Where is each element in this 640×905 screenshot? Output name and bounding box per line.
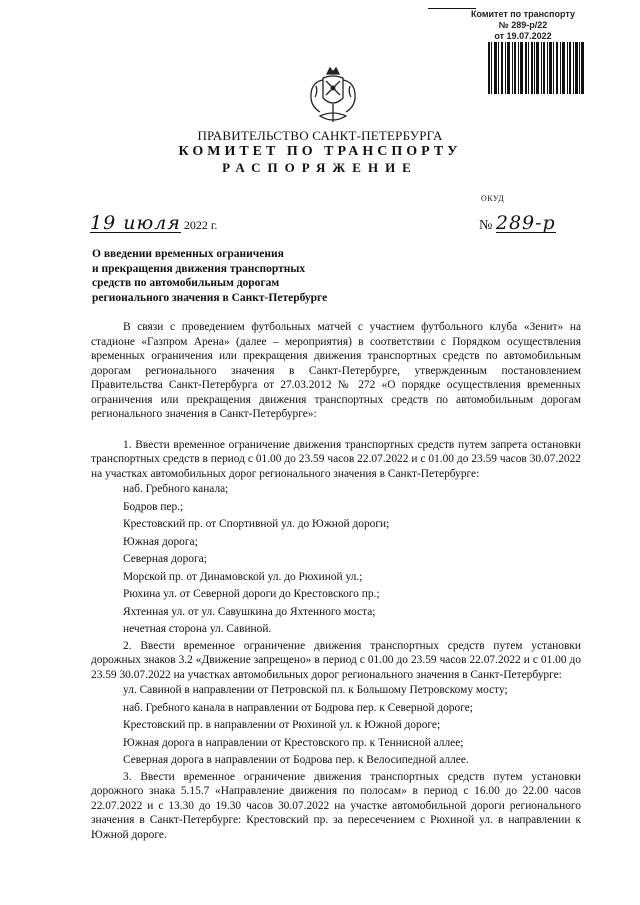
list-item: Южная дорога;: [123, 535, 198, 548]
list-item: наб. Гребного канала в направлении от Бодрова пер. к Северной дороге;: [123, 701, 473, 714]
document-body: [91, 320, 581, 842]
stamp-org: Комитет по транспорту: [470, 9, 575, 19]
handwritten-number: 289-р: [495, 212, 556, 234]
title-line: регионального значения в Санкт-Петербурге: [92, 291, 328, 304]
stamp-number: № 289-р/22: [498, 20, 548, 30]
list-item: Южная дорога в направлении от Крестовского пр. к Теннисной аллее;: [123, 736, 464, 749]
stamp-date: от 19.07.2022: [494, 31, 552, 41]
document-title: [92, 247, 392, 305]
list-item: Морской пр. от Динамовской ул. до Рюхиной ул.;: [123, 570, 363, 583]
list-item: Рюхина ул. от Северной дороги до Крестовского пр.;: [123, 588, 380, 600]
number-prefix: №: [479, 218, 493, 233]
list-item: нечетная сторона ул. Савиной.: [123, 623, 272, 635]
document-number: [479, 214, 556, 234]
registration-stamp: [462, 9, 584, 42]
list-item: наб. Гребного канала;: [123, 483, 229, 495]
list-item: Яхтенная ул. от ул. Савушкина до Яхтенного моста;: [123, 605, 376, 618]
list-item: Северная дорога в направлении от Бодрова пер. к Велосипедной аллее.: [123, 754, 469, 766]
title-line: и прекращения движения транспортных: [92, 262, 306, 275]
section-3-text: 3. Ввести временное ограничение движения транспортных средств путем установки дорожного знака 5.15.7 «Направление движения по полосам» в период с 16.00 до 22.00 часов 22.07.2022 и с 13.30 до 19.30 часов 30.07.2022 на участке автомобильной дороги регионального значения в Санкт-Петербурге: Крестовский пр. за пересечением с Рюхиной ул. в направлении к Южной дороге.: [91, 770, 581, 841]
list-item: Северная дорога;: [123, 553, 207, 565]
document-date: [90, 214, 217, 233]
handwritten-date: 19 июля: [90, 212, 181, 234]
barcode: [488, 42, 584, 94]
list-item: Бодров пер.;: [123, 500, 184, 513]
coat-of-arms-icon: [306, 64, 360, 126]
committee-title: КОМИТЕТ ПО ТРАНСПОРТУ: [178, 144, 462, 159]
preamble: В связи с проведением футбольных матчей с участием футбольного клуба «Зенит» на стадионе «Газпром Арена» (далее – мероприятия) в соответствии с Порядком осуществления временных ограничения или прекращения движения транспортных средств по автомобильным дорогам регионального значения в Санкт-Петербурге, утвержденным постановлением Правительства Санкт-Петербурга от 27.03.2012 № 272 «О порядке осуществления временных ограничения или прекращения движения транспортных средств по автомобильным дорогам регионального значения в Санкт-Петербурге»:: [91, 321, 581, 420]
list-item: Крестовский пр. в направлении от Рюхиной ул. к Южной дороге;: [123, 719, 441, 731]
title-line: средств по автомобильным дорогам: [92, 277, 280, 289]
government-title: ПРАВИТЕЛЬСТВО САНКТ-ПЕТЕРБУРГА: [197, 128, 443, 143]
section-2-text: 2. Ввести временное ограничение движения транспортных средств путем установки дорожных знаков 3.2 «Движение запрещено» в период с 01.00 до 23.59 часов 22.07.2022 и с 01.00 до 23.59 30.07.2022 на участках автомобильных дорог регионального значения в Санкт-Петербурге:: [91, 639, 581, 681]
document-type: РАСПОРЯЖЕНИЕ: [222, 160, 418, 175]
title-line: О введении временных ограничения: [92, 248, 284, 260]
list-item: Крестовский пр. от Спортивной ул. до Южной дороги;: [123, 518, 390, 530]
section-1-text: 1. Ввести временное ограничение движения транспортных средств путем запрета остановки транспортных средств в период с 01.00 до 23.59 часов 22.07.2022 и с 01.00 до 23.59 часов 30.07.2022 на участках автомобильных дорог регионального значения в Санкт-Петербурге:: [91, 438, 581, 480]
list-item: ул. Савиной в направлении от Петровской пл. к Большому Петровскому мосту;: [123, 684, 508, 696]
okud-label: ОКУД: [481, 194, 505, 203]
date-year: 2022 г.: [183, 218, 218, 232]
